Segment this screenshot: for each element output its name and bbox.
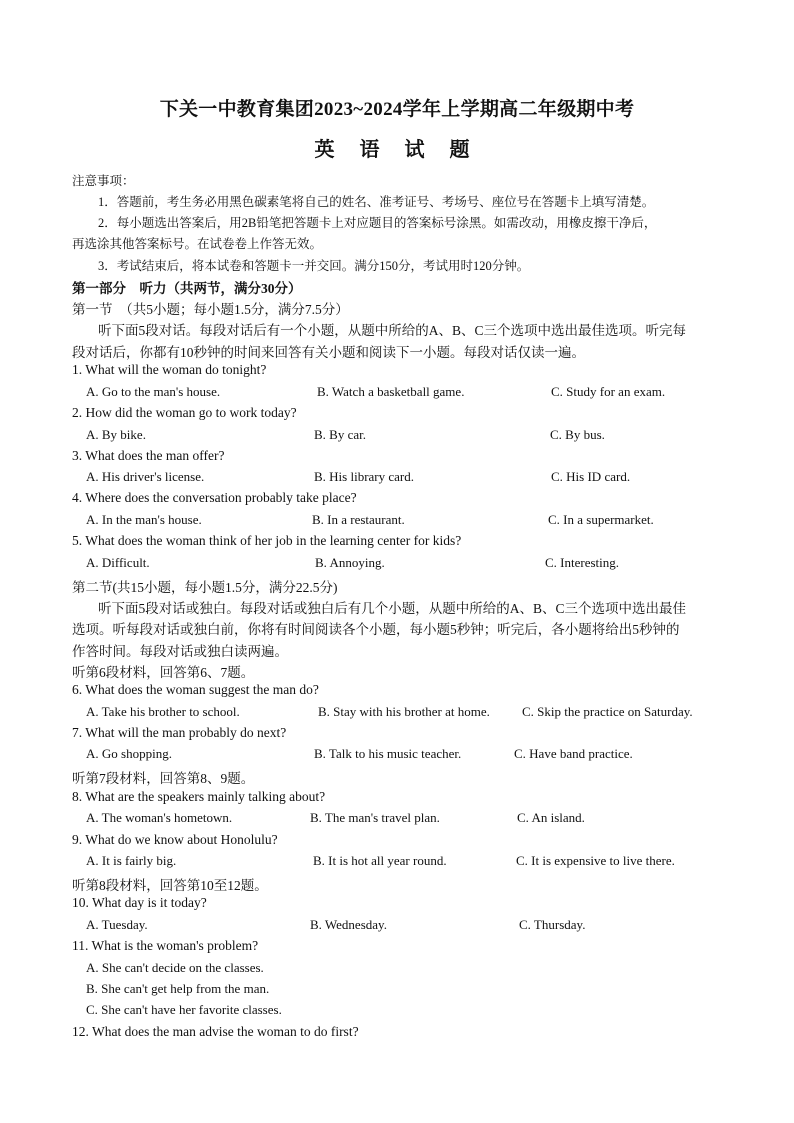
question-2: 2. How did the woman go to work today? [72, 405, 297, 420]
q11-option-c: C. She can't have her favorite classes. [86, 1002, 282, 1017]
q3-option-b: B. His library card. [314, 469, 415, 484]
q2-option-b: B. By car. [314, 427, 366, 442]
question-12: 12. What does the man advise the woman to do first? [72, 1024, 359, 1039]
q2-option-c: C. By bus. [550, 427, 605, 442]
q1-option-c: C. Study for an exam. [551, 384, 666, 399]
q9-option-a: A. It is fairly big. [86, 853, 177, 868]
question-8: 8. What are the speakers mainly talking about? [72, 789, 326, 804]
notice-item-2: 2．每小题选出答案后，用2B铅笔把答题卡上对应题目的答案标号涂黑。如需改动，用橡皮擦干净后， [98, 216, 657, 230]
q8-option-a: A. The woman's hometown. [86, 810, 233, 825]
q11-option-b: B. She can't get help from the man. [86, 981, 270, 996]
notice-heading: 注意事项： [72, 174, 135, 188]
q10-option-b: B. Wednesday. [310, 917, 387, 932]
q10-option-c: C. Thursday. [519, 917, 586, 932]
question-10: 10. What day is it today? [72, 895, 207, 910]
section2-instruction-cont2: 作答时间。每段对话或独白读两遍。 [72, 644, 288, 659]
exam-subtitle: 英 语 试 题 [314, 139, 480, 161]
q7-option-c: C. Have band practice. [514, 746, 633, 761]
material-6-heading: 听第6段材料，回答第6、7题。 [72, 665, 255, 680]
q7-option-a: A. Go shopping. [86, 746, 172, 761]
q6-option-b: B. Stay with his brother at home. [318, 704, 490, 719]
exam-title: 下关一中教育集团2023~2024学年上学期高二年级期中考 [159, 99, 635, 120]
section2-heading: 第二节(共15小题，每小题1.5分，满分22.5分) [72, 580, 338, 595]
q3-option-a: A. His driver's license. [86, 469, 205, 484]
q4-option-c: C. In a supermarket. [548, 512, 654, 527]
section1-instruction: 听下面5段对话。每段对话后有一个小题，从题中所给的A、B、C三个选项中选出最佳选项。听完每 [98, 323, 687, 338]
section2-instruction-cont1: 选项。听每段对话或独白前，你将有时间阅读各个小题，每小题5秒钟；听完后，各小题将给出5秒钟的 [72, 622, 680, 637]
question-1: 1. What will the woman do tonight? [72, 362, 267, 377]
q6-option-a: A. Take his brother to school. [86, 704, 240, 719]
q4-option-a: A. In the man's house. [86, 512, 202, 527]
notice-item-3: 3．考试结束后，将本试卷和答题卡一并交回。满分150分，考试用时120分钟。 [98, 259, 530, 273]
section2-instruction: 听下面5段对话或独白。每段对话或独白后有几个小题，从题中所给的A、B、C三个选项中选出最佳 [98, 601, 687, 616]
question-7: 7. What will the man probably do next? [72, 725, 287, 740]
question-5: 5. What does the woman think of her job in the learning center for kids? [72, 533, 462, 548]
section1-heading: 第一节 （共5小题；每小题1.5分，满分7.5分） [72, 302, 349, 317]
q8-option-b: B. The man's travel plan. [310, 810, 440, 825]
question-4: 4. Where does the conversation probably take place? [72, 490, 357, 505]
q2-option-a: A. By bike. [86, 427, 146, 442]
material-8-heading: 听第8段材料，回答第10至12题。 [72, 878, 268, 893]
q5-option-c: C. Interesting. [545, 555, 620, 570]
q5-option-b: B. Annoying. [315, 555, 385, 570]
q10-option-a: A. Tuesday. [86, 917, 148, 932]
q9-option-b: B. It is hot all year round. [313, 853, 447, 868]
question-11: 11. What is the woman's problem? [72, 938, 259, 953]
section1-instruction-cont: 段对话后，你都有10秒钟的时间来回答有关小题和阅读下一小题。每段对话仅读一遍。 [72, 345, 585, 360]
q11-option-a: A. She can't decide on the classes. [86, 960, 264, 975]
question-3: 3. What does the man offer? [72, 448, 225, 463]
question-9: 9. What do we know about Honolulu? [72, 832, 278, 847]
q1-option-b: B. Watch a basketball game. [317, 384, 465, 399]
q9-option-c: C. It is expensive to live there. [516, 853, 675, 868]
part1-heading: 第一部分 听力（共两节，满分30分） [72, 281, 302, 296]
q6-option-c: C. Skip the practice on Saturday. [522, 704, 693, 719]
q5-option-a: A. Difficult. [86, 555, 150, 570]
q8-option-c: C. An island. [517, 810, 585, 825]
material-7-heading: 听第7段材料，回答第8、9题。 [72, 771, 255, 786]
question-6: 6. What does the woman suggest the man do? [72, 682, 319, 697]
q4-option-b: B. In a restaurant. [312, 512, 405, 527]
q7-option-b: B. Talk to his music teacher. [314, 746, 462, 761]
q3-option-c: C. His ID card. [551, 469, 631, 484]
q1-option-a: A. Go to the man's house. [86, 384, 221, 399]
notice-item-1: 1．答题前，考生务必用黑色碳素笔将自己的姓名、准考证号、考场号、座位号在答题卡上填写清楚。 [98, 195, 655, 209]
notice-item-2-cont: 再选涂其他答案标号。在试卷卷上作答无效。 [72, 237, 323, 251]
